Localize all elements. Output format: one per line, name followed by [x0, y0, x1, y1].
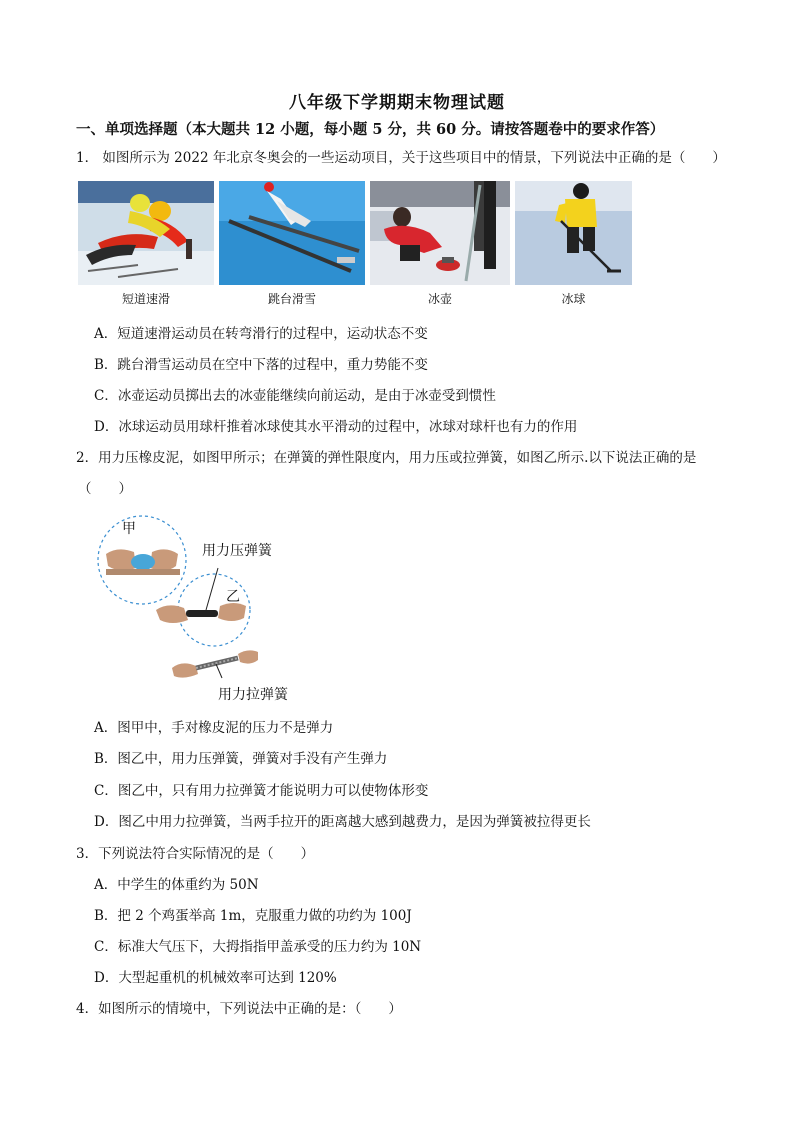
question-2-option-c: C．图乙中，只有用力拉弹簧才能说明力可以使物体形变: [94, 783, 429, 799]
caption-speed-skating: 短道速滑: [121, 292, 170, 306]
speed-skating-photo: [78, 181, 214, 285]
question-1-option-c: C．冰壶运动员掷出去的冰壶能继续向前运动，是由于冰壶受到惯性: [94, 388, 496, 404]
question-3-option-d: D．大型起重机的机械效率可达到 120%: [94, 970, 337, 986]
section-heading: 一、单项选择题（本大题共 12 小题，每小题 5 分，共 60 分。请按答题卷中的要求作答）: [76, 121, 665, 138]
caption-curling: 冰壶: [427, 292, 452, 306]
question-3-option-a: A．中学生的体重约为 50N: [94, 877, 259, 893]
question-4-stem: 4．如图所示的情境中，下列说法中正确的是：（ ）: [76, 1001, 402, 1017]
label-pull-spring: 用力拉弹簧: [218, 687, 288, 703]
curling-photo: [370, 181, 510, 285]
question-3-stem: 3．下列说法符合实际情况的是（ ）: [76, 846, 315, 862]
ski-jumping-photo: [219, 181, 365, 285]
question-2-stem: 2．用力压橡皮泥，如图甲所示；在弹簧的弹性限度内，用力压或拉弹簧，如图乙所示.以下说法正确的是: [76, 450, 697, 466]
question-2-option-b: B．图乙中，用力压弹簧，弹簧对手没有产生弹力: [94, 751, 388, 767]
question-1-stem: 1． 如图所示为 2022 年北京冬奥会的一些运动项目，关于这些项目中的情景，下列说法中正确的是（ ）: [76, 150, 726, 166]
question-1-option-a: A．短道速滑运动员在转弯滑行的过程中，运动状态不变: [94, 326, 428, 342]
question-1-option-d: D．冰球运动员用球杆推着冰球使其水平滑动的过程中，冰球对球杆也有力的作用: [94, 419, 578, 435]
page-title: 八年级下学期期末物理试题: [289, 93, 505, 113]
label-press-spring: 用力压弹簧: [202, 543, 272, 559]
question-2-stem-bracket: （ ）: [78, 481, 132, 497]
question-1-option-b: B．跳台滑雪运动员在空中下落的过程中，重力势能不变: [94, 357, 428, 373]
question-3-option-c: C．标准大气压下，大拇指指甲盖承受的压力约为 10N: [94, 939, 422, 955]
question-2-option-a: A．图甲中，手对橡皮泥的压力不是弹力: [94, 720, 334, 736]
ice-hockey-photo: [515, 181, 632, 285]
question-2-option-d: D．图乙中用力拉弹簧，当两手拉开的距离越大感到越费力，是因为弹簧被拉得更长: [94, 814, 591, 830]
caption-ski-jumping: 跳台滑雪: [267, 292, 316, 306]
question-3-option-b: B．把 2 个鸡蛋举高 1m，克服重力做的功约为 100J: [94, 908, 412, 924]
caption-ice-hockey: 冰球: [561, 292, 586, 306]
label-yi: 乙: [226, 589, 240, 605]
label-jia: 甲: [122, 521, 136, 537]
